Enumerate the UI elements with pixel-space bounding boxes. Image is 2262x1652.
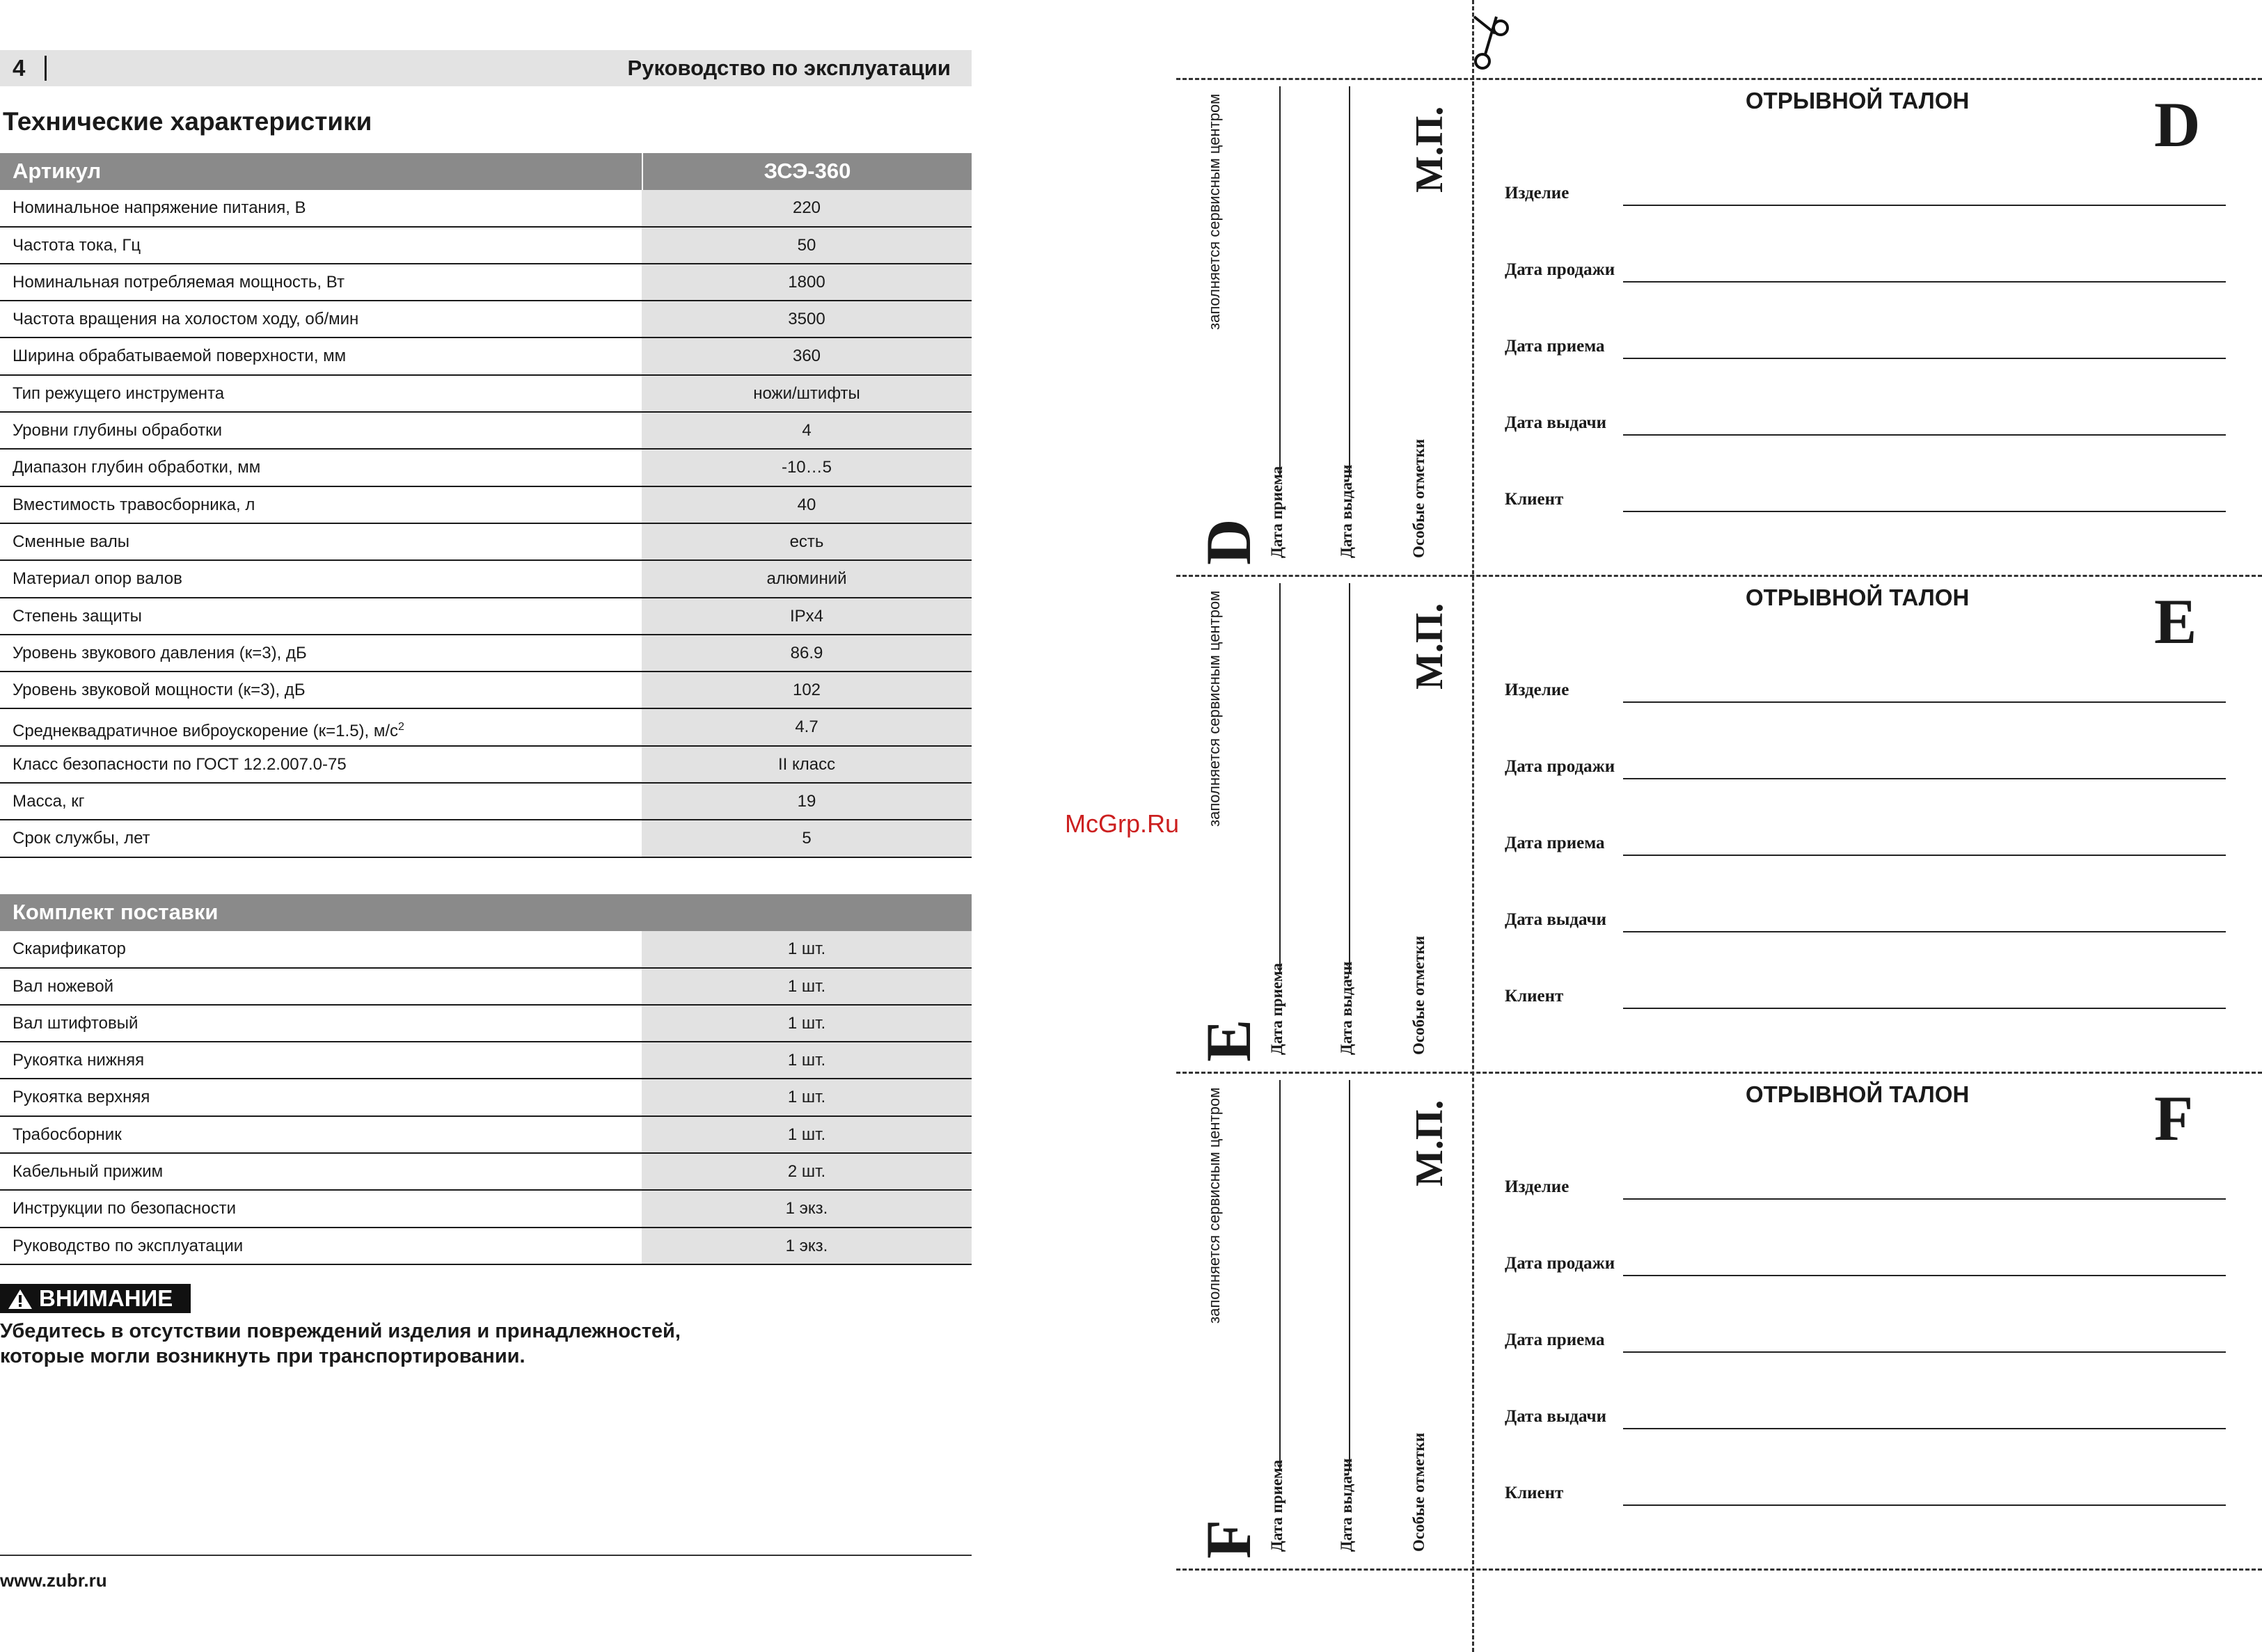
field-line[interactable] bbox=[1623, 1351, 2226, 1353]
table-row bbox=[0, 413, 972, 450]
spec-value: 3500 bbox=[642, 301, 972, 337]
field-label: Дата приема bbox=[1505, 337, 1605, 356]
stub-notes: Особые отметки bbox=[1410, 1432, 1427, 1552]
table-row bbox=[0, 487, 972, 524]
field-line[interactable] bbox=[1623, 1198, 2226, 1200]
spec-value: 360 bbox=[642, 338, 972, 374]
field-line[interactable] bbox=[1623, 1275, 2226, 1276]
spec-value: -10…5 bbox=[642, 450, 972, 485]
coupon-title: ОТРЫВНОЙ ТАЛОН bbox=[1746, 88, 1970, 113]
warning-badge bbox=[0, 1284, 191, 1313]
spec-name: Вместимость травосборника, л bbox=[13, 495, 255, 514]
table-row bbox=[0, 1154, 972, 1191]
table-row bbox=[0, 376, 972, 413]
coupon-f bbox=[1176, 1072, 2262, 1568]
table-row bbox=[0, 228, 972, 264]
field-label: Дата выдачи bbox=[1505, 910, 1607, 929]
specs-header-model: ЗСЭ-360 bbox=[642, 153, 972, 190]
table-row bbox=[0, 598, 972, 635]
field-label: Изделие bbox=[1505, 681, 1569, 699]
specs-table bbox=[0, 153, 972, 858]
field-line[interactable] bbox=[1623, 434, 2226, 436]
field-line[interactable] bbox=[1623, 701, 2226, 703]
stub-line bbox=[1349, 86, 1350, 476]
field-label: Клиент bbox=[1505, 490, 1564, 509]
spec-name: Сменные валы bbox=[13, 532, 130, 551]
field-label: Клиент bbox=[1505, 987, 1564, 1006]
table-row bbox=[0, 264, 972, 301]
stub-filled-by: заполняется сервисным центром bbox=[1205, 93, 1223, 330]
spec-name: Материал опор валов bbox=[13, 569, 182, 589]
warning-text bbox=[0, 1319, 766, 1369]
stub-line bbox=[1279, 583, 1281, 973]
kit-quantity: 1 шт. bbox=[642, 969, 972, 1004]
specs-title: Технические характеристики bbox=[3, 107, 372, 136]
field-line[interactable] bbox=[1623, 205, 2226, 206]
specs-header-row bbox=[0, 153, 972, 190]
field-label: Дата выдачи bbox=[1505, 1407, 1607, 1426]
scissors-icon bbox=[1469, 13, 1514, 72]
spec-value: 40 bbox=[642, 487, 972, 523]
table-row bbox=[0, 561, 972, 598]
spec-name: Уровень звукового давления (к=3), дБ bbox=[13, 643, 307, 662]
page-header bbox=[0, 50, 972, 86]
field-label: Дата выдачи bbox=[1505, 413, 1607, 432]
table-row bbox=[0, 1042, 972, 1079]
field-line[interactable] bbox=[1623, 1008, 2226, 1009]
stub-line bbox=[1349, 1080, 1350, 1470]
spec-name: Степень защиты bbox=[13, 606, 142, 626]
stub-line bbox=[1279, 86, 1281, 476]
spec-name: Частота вращения на холостом ходу, об/мин bbox=[13, 310, 359, 329]
kit-item: Инструкции по безопасности bbox=[13, 1199, 237, 1218]
stamp-area: М.П. bbox=[1408, 106, 1451, 193]
spec-value: 19 bbox=[642, 784, 972, 819]
field-label: Дата продажи bbox=[1505, 1254, 1615, 1273]
specs-header-label: Артикул bbox=[13, 159, 102, 183]
kit-quantity: 1 шт. bbox=[642, 1006, 972, 1041]
spec-name: Среднеквадратичное виброускорение (к=1.5), $м/с^2$ bbox=[13, 721, 404, 741]
spec-name: Уровни глубины обработки bbox=[13, 421, 223, 440]
spec-value: 102 bbox=[642, 672, 972, 708]
stub-notes: Особые отметки bbox=[1410, 438, 1427, 558]
kit-item: Вал штифтовый bbox=[13, 1013, 139, 1033]
kit-quantity: 1 экз. bbox=[642, 1191, 972, 1226]
coupon-title: ОТРЫВНОЙ ТАЛОН bbox=[1746, 585, 1970, 610]
field-label: Дата приема bbox=[1505, 834, 1605, 852]
footer-url[interactable]: www.zubr.ru bbox=[0, 1570, 107, 1591]
kit-item: Вал ножевой bbox=[13, 976, 113, 996]
spec-name: Ширина обрабатываемой поверхности, мм bbox=[13, 347, 347, 366]
kit-quantity: 1 шт. bbox=[642, 1117, 972, 1152]
stamp-area: М.П. bbox=[1408, 1099, 1451, 1186]
stub-date-received: Дата приема bbox=[1268, 962, 1286, 1055]
spec-name: Тип режущего инструмента bbox=[13, 383, 225, 403]
table-row bbox=[0, 672, 972, 709]
kit-item: Рукоятка нижняя bbox=[13, 1051, 145, 1070]
field-line[interactable] bbox=[1623, 1428, 2226, 1429]
spec-value: 86.9 bbox=[642, 635, 972, 671]
warning-line-1: Убедитесь в отсутствии повреждений изделия и принадлежностей, bbox=[0, 1320, 681, 1342]
spec-value: ножи/штифты bbox=[642, 376, 972, 411]
table-row bbox=[0, 1006, 972, 1042]
field-line[interactable] bbox=[1623, 511, 2226, 512]
cut-line-4 bbox=[1176, 1568, 2262, 1571]
warning-line-2: которые могли возникнуть при транспортировании. bbox=[0, 1345, 525, 1367]
spec-value: 4 bbox=[642, 413, 972, 448]
table-row bbox=[0, 1191, 972, 1228]
kit-header-row bbox=[0, 894, 972, 931]
kit-quantity: 1 шт. bbox=[642, 1079, 972, 1115]
page-number: 4 bbox=[13, 55, 26, 81]
spec-name: Уровень звуковой мощности (к=3), дБ bbox=[13, 681, 306, 700]
table-row bbox=[0, 969, 972, 1006]
field-line[interactable] bbox=[1623, 778, 2226, 779]
spec-value: II класс bbox=[642, 747, 972, 782]
table-row bbox=[0, 1079, 972, 1116]
coupon-letter: D bbox=[2154, 89, 2201, 160]
stamp-area: М.П. bbox=[1408, 603, 1451, 690]
coupon-e bbox=[1176, 575, 2262, 1072]
spec-name: Диапазон глубин обработки, мм bbox=[13, 458, 261, 477]
table-row bbox=[0, 190, 972, 227]
stub-letter: F bbox=[1193, 1519, 1264, 1559]
table-row bbox=[0, 524, 972, 561]
table-row bbox=[0, 635, 972, 672]
kit-title: Комплект поставки bbox=[13, 900, 219, 924]
field-label: Дата приема bbox=[1505, 1331, 1605, 1349]
kit-item: Трабосборник bbox=[13, 1125, 122, 1144]
spec-value: алюминий bbox=[642, 561, 972, 596]
spec-value: 50 bbox=[642, 228, 972, 263]
kit-quantity: 1 шт. bbox=[642, 1042, 972, 1078]
stub-date-issued: Дата выдачи bbox=[1338, 961, 1355, 1055]
footer-divider bbox=[0, 1555, 972, 1556]
spec-name: Масса, кг bbox=[13, 792, 85, 811]
kit-item: Рукоятка верхняя bbox=[13, 1088, 150, 1107]
stub-notes: Особые отметки bbox=[1410, 935, 1427, 1055]
stub-date-received: Дата приема bbox=[1268, 1459, 1286, 1552]
kit-item: Скарификатор bbox=[13, 939, 126, 959]
table-row bbox=[0, 1228, 972, 1265]
kit-quantity: 2 шт. bbox=[642, 1154, 972, 1189]
coupon-letter: E bbox=[2154, 586, 2197, 657]
field-line[interactable] bbox=[1623, 1504, 2226, 1506]
field-label: Дата продажи bbox=[1505, 260, 1615, 279]
kit-quantity: 1 шт. bbox=[642, 931, 972, 967]
table-row bbox=[0, 450, 972, 486]
kit-item: Кабельный прижим bbox=[13, 1162, 164, 1182]
stub-letter: E bbox=[1193, 1019, 1264, 1062]
header-divider bbox=[45, 56, 47, 81]
spec-value: 220 bbox=[642, 190, 972, 225]
table-row bbox=[0, 784, 972, 820]
table-row bbox=[0, 820, 972, 857]
field-label: Клиент bbox=[1505, 1484, 1564, 1502]
spec-name: Класс безопасности по ГОСТ 12.2.007.0-75 bbox=[13, 754, 347, 774]
coupon-d bbox=[1176, 78, 2262, 575]
field-line[interactable] bbox=[1623, 281, 2226, 283]
field-label: Изделие bbox=[1505, 1177, 1569, 1196]
coupon-title: ОТРЫВНОЙ ТАЛОН bbox=[1746, 1081, 1970, 1107]
stub-line bbox=[1349, 583, 1350, 973]
stub-letter: D bbox=[1193, 518, 1264, 565]
field-label: Дата продажи bbox=[1505, 757, 1615, 776]
spec-name: Номинальная потребляемая мощность, Вт bbox=[13, 272, 345, 292]
field-line[interactable] bbox=[1623, 931, 2226, 932]
spec-value: 5 bbox=[642, 820, 972, 856]
coupon-letter: F bbox=[2154, 1083, 2194, 1154]
warning-icon bbox=[7, 1288, 33, 1310]
kit-quantity: 1 экз. bbox=[642, 1228, 972, 1264]
spec-value: 1800 bbox=[642, 264, 972, 300]
table-row bbox=[0, 1117, 972, 1154]
table-row bbox=[0, 931, 972, 968]
stub-filled-by: заполняется сервисным центром bbox=[1205, 1087, 1223, 1324]
spec-value: 4.7 bbox=[642, 709, 972, 745]
field-line[interactable] bbox=[1623, 855, 2226, 856]
field-label: Изделие bbox=[1505, 184, 1569, 202]
spec-name: Частота тока, Гц bbox=[13, 235, 141, 255]
watermark: McGrp.Ru bbox=[1065, 809, 1180, 838]
header-title: Руководство по эксплуатации bbox=[627, 56, 951, 80]
stub-date-received: Дата приема bbox=[1268, 466, 1286, 558]
kit-table bbox=[0, 894, 972, 1265]
spec-value: есть bbox=[642, 524, 972, 559]
spec-name: Срок службы, лет bbox=[13, 829, 150, 848]
table-row bbox=[0, 301, 972, 338]
warning-label: ВНИМАНИЕ bbox=[39, 1285, 173, 1311]
table-row bbox=[0, 338, 972, 375]
field-line[interactable] bbox=[1623, 358, 2226, 359]
stub-line bbox=[1279, 1080, 1281, 1470]
stub-filled-by: заполняется сервисным центром bbox=[1205, 590, 1223, 827]
stub-date-issued: Дата выдачи bbox=[1338, 464, 1355, 558]
table-row bbox=[0, 747, 972, 784]
spec-value: IPx4 bbox=[642, 598, 972, 634]
spec-name: Номинальное напряжение питания, В bbox=[13, 198, 306, 218]
kit-item: Руководство по эксплуатации bbox=[13, 1236, 244, 1255]
table-row bbox=[0, 709, 972, 746]
stub-date-issued: Дата выдачи bbox=[1338, 1458, 1355, 1552]
